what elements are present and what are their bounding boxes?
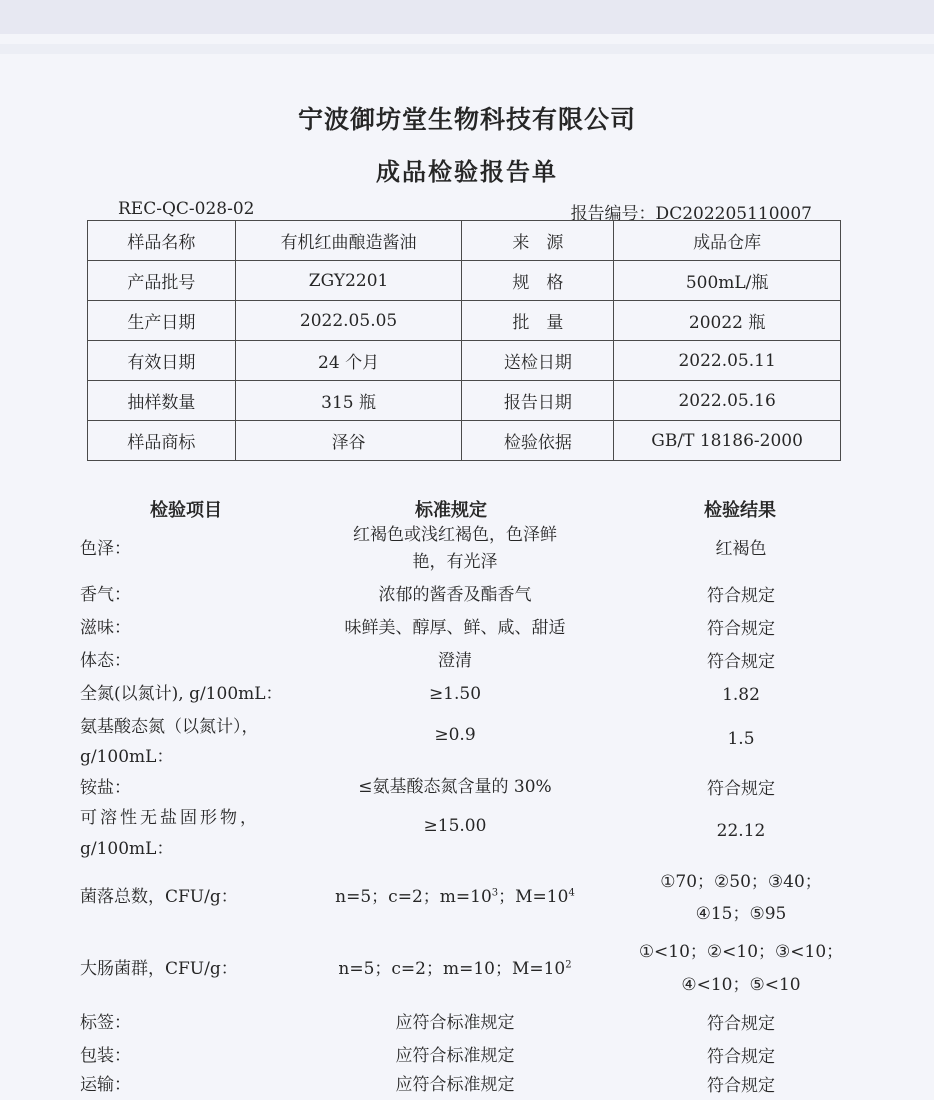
cell-label: 批 量 [462, 301, 614, 341]
standard-taste: 味鲜美、醇厚、鲜、咸、甜适 [344, 618, 566, 638]
cell-value: 20022 瓶 [614, 301, 841, 341]
cell-value: GB/T 18186-2000 [614, 421, 841, 461]
item-color: 色泽： [80, 539, 131, 559]
table-row [88, 261, 841, 301]
result-coliform-line1: ①<10；②<10；③<10； [638, 942, 844, 962]
superscript: 4 [568, 887, 575, 899]
item-amino-nitrogen-line2: g/100mL： [80, 747, 174, 767]
result-packaging: 符合规定 [707, 1047, 775, 1067]
cell-label: 规 格 [462, 261, 614, 301]
cell-label: 有效日期 [88, 341, 236, 381]
superscript: 2 [565, 959, 572, 971]
item-ammonium: 铵盐： [80, 778, 131, 798]
cell-label: 检验依据 [462, 421, 614, 461]
table-row [88, 301, 841, 341]
header-standard: 标准规定 [415, 500, 487, 521]
header-result: 检验结果 [704, 500, 776, 521]
report-title: 成品检验报告单 [376, 158, 558, 186]
cell-label: 样品名称 [88, 221, 236, 261]
standard-color-line1: 红褐色或浅红褐色，色泽鲜 [353, 525, 557, 545]
table-row [88, 421, 841, 461]
cell-label: 样品商标 [88, 421, 236, 461]
cell-label: 生产日期 [88, 301, 236, 341]
result-aroma: 符合规定 [707, 586, 775, 606]
result-colony-line1: ①70；②50；③40； [660, 872, 822, 892]
cell-value: 315 瓶 [235, 381, 462, 421]
item-transport: 运输： [80, 1075, 131, 1095]
item-body: 体态： [80, 651, 131, 671]
item-label: 标签： [80, 1013, 131, 1033]
sample-info-table [87, 220, 841, 461]
result-body: 符合规定 [707, 652, 775, 672]
cell-value: 500mL/瓶 [614, 261, 841, 301]
standard-colony-part-a: n=5；c=2；m=10 [335, 887, 492, 907]
standard-label: 应符合标准规定 [395, 1013, 515, 1033]
result-colony-line2: ④15；⑤95 [695, 904, 787, 924]
superscript: 3 [491, 887, 499, 899]
cell-label: 送检日期 [462, 341, 614, 381]
standard-colony-part-b: ；M=10 [498, 887, 569, 907]
result-label: 符合规定 [707, 1014, 775, 1034]
item-amino-nitrogen-line1: 氨基酸态氮（以氮计）， [80, 717, 259, 737]
item-colony-count: 菌落总数，CFU/g： [80, 887, 238, 907]
standard-transport: 应符合标准规定 [395, 1075, 515, 1095]
scan-shade [0, 44, 934, 54]
standard-body: 澄清 [438, 651, 472, 671]
item-total-nitrogen: 全氮(以氮计), g/100mL： [80, 684, 283, 704]
result-total-nitrogen: 1.82 [722, 685, 760, 705]
standard-soluble-solids: ≥15.00 [423, 816, 487, 836]
cell-value: 泽谷 [235, 421, 462, 461]
cell-value: 成品仓库 [614, 221, 841, 261]
standard-coliform-part-a: n=5；c=2；m=10；M=10 [338, 959, 566, 979]
result-ammonium: 符合规定 [707, 779, 775, 799]
item-soluble-solids-line1: 可溶性无盐固形物， [80, 808, 260, 828]
cell-value: 2022.05.11 [614, 341, 841, 381]
item-aroma: 香气： [80, 585, 131, 605]
result-taste: 符合规定 [707, 619, 775, 639]
report-number: 报告编号：DC202205110007 [570, 204, 812, 224]
document-code: REC-QC-028-02 [118, 199, 255, 219]
result-soluble-solids: 22.12 [716, 821, 766, 841]
cell-value: 2022.05.16 [614, 381, 841, 421]
standard-total-nitrogen: ≥1.50 [428, 684, 482, 704]
cell-label: 产品批号 [88, 261, 236, 301]
scan-shade [0, 0, 934, 34]
result-coliform-line2: ④<10；⑤<10 [681, 975, 801, 995]
standard-aroma: 浓郁的酱香及酯香气 [378, 585, 532, 605]
cell-label: 来 源 [462, 221, 614, 261]
result-transport: 符合规定 [707, 1076, 775, 1096]
item-packaging: 包装： [80, 1046, 131, 1066]
item-taste: 滋味： [80, 618, 131, 638]
standard-amino-nitrogen: ≥0.9 [434, 725, 476, 745]
company-name: 宁波御坊堂生物科技有限公司 [297, 105, 636, 134]
standard-color-line2: 艳，有光泽 [412, 552, 498, 572]
cell-value: ZGY2201 [235, 261, 462, 301]
cell-value: 2022.05.05 [235, 301, 462, 341]
cell-value: 24 个月 [235, 341, 462, 381]
standard-ammonium: ≤氨基酸态氮含量的 30% [358, 777, 552, 797]
standard-packaging: 应符合标准规定 [395, 1046, 515, 1066]
cell-value: 有机红曲酿造酱油 [235, 221, 462, 261]
result-color: 红褐色 [715, 539, 767, 559]
header-item: 检验项目 [150, 500, 222, 521]
item-soluble-solids-line2: g/100mL： [80, 839, 174, 859]
cell-label: 报告日期 [462, 381, 614, 421]
table-row [88, 221, 841, 261]
item-coliform: 大肠菌群，CFU/g： [80, 959, 238, 979]
table-row [88, 381, 841, 421]
result-amino-nitrogen: 1.5 [727, 729, 755, 749]
cell-label: 抽样数量 [88, 381, 236, 421]
standard-coliform [300, 956, 610, 983]
standard-colony-count [300, 884, 610, 911]
table-row [88, 341, 841, 381]
